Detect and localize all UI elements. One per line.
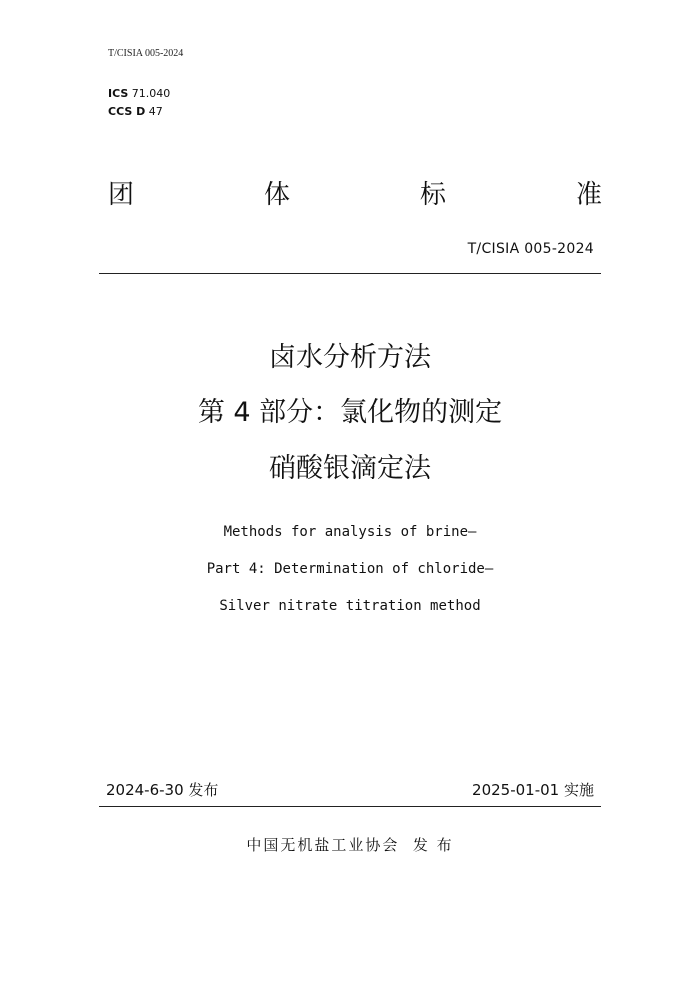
chinese-title-line-2: 第 4 部分：氯化物的测定 xyxy=(197,397,503,428)
implementation-date: 2025-01-01 实施 xyxy=(472,781,594,799)
ccs-label: CCS D xyxy=(108,105,146,118)
ccs-value: 47 xyxy=(148,105,163,118)
chinese-title-line-3: 硝酸银滴定法 xyxy=(269,453,431,484)
ics-classification xyxy=(108,87,170,100)
standard-type-char: 团 xyxy=(108,180,135,210)
top-divider xyxy=(99,273,601,274)
standard-type-heading xyxy=(108,178,602,212)
publisher: 中国无机盐工业协会 发 布 xyxy=(246,836,454,854)
standard-type-char: 准 xyxy=(575,180,602,210)
english-title-line-2: Part 4: Determination of chloride— xyxy=(206,561,494,577)
issue-date: 2024-6-30 发布 xyxy=(106,781,219,799)
standard-type-char: 标 xyxy=(419,180,446,210)
standard-type-char: 体 xyxy=(263,180,290,210)
ccs-classification xyxy=(108,105,163,118)
bottom-divider xyxy=(99,806,601,807)
standard-number: T/CISIA 005-2024 xyxy=(467,241,594,257)
english-title-line-3: Silver nitrate titration method xyxy=(219,598,481,614)
ics-label: ICS xyxy=(108,87,129,100)
chinese-title-line-1: 卤水分析方法 xyxy=(269,342,431,373)
english-title-line-1: Methods for analysis of brine— xyxy=(223,524,477,540)
document-code-header: T/CISIA 005-2024 xyxy=(108,48,184,59)
ics-value: 71.040 xyxy=(131,87,171,100)
